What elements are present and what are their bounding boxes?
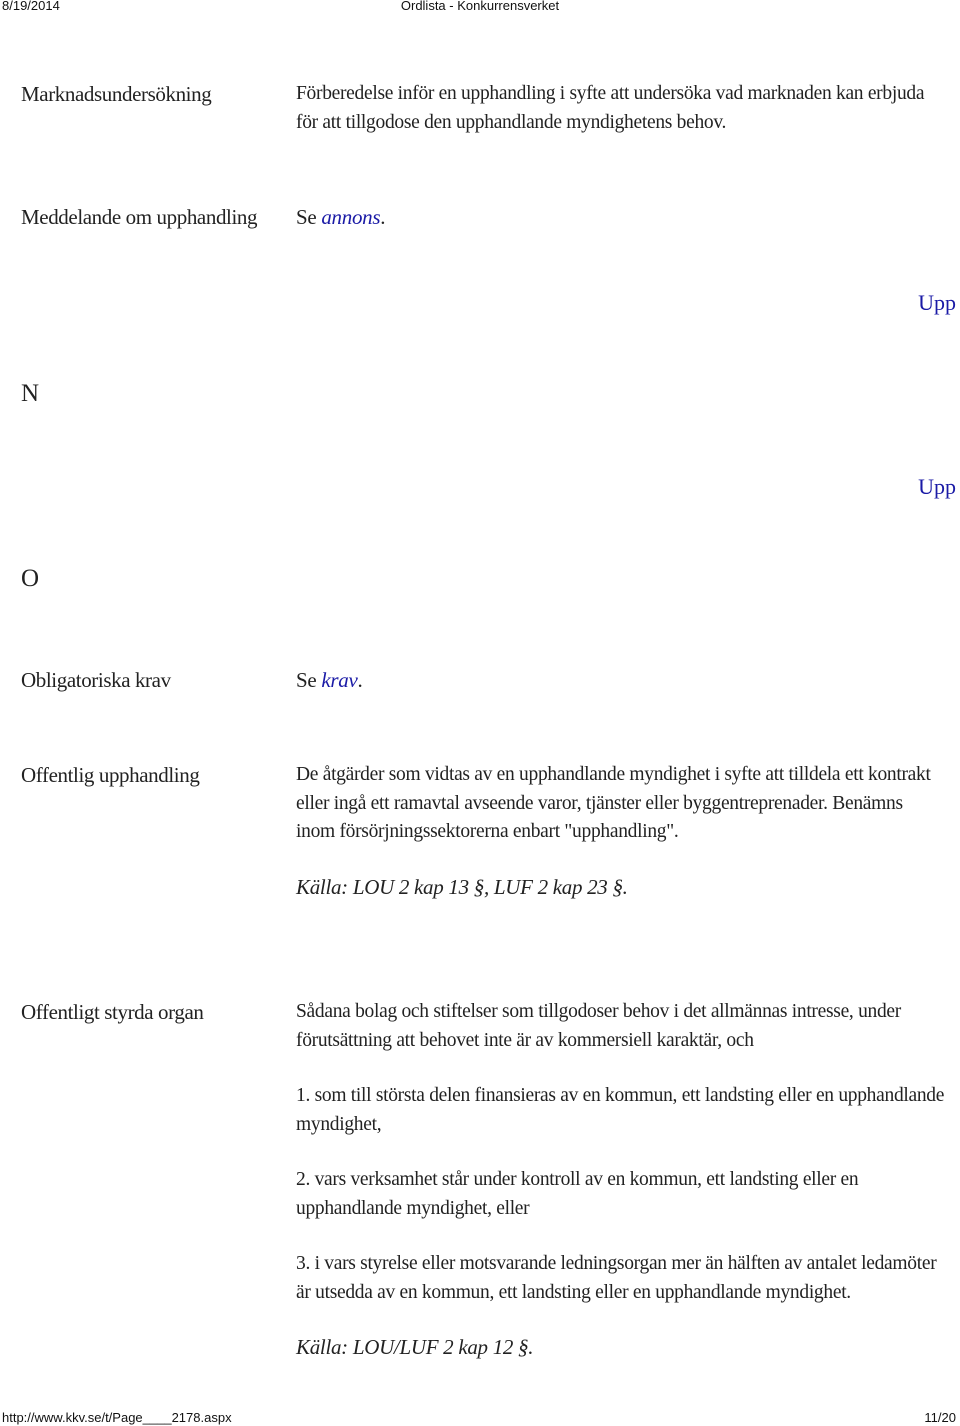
link-annons[interactable]: annons	[321, 205, 381, 229]
definition-offentligt-styrda-organ	[296, 998, 946, 1362]
list-item: 3. i vars styrelse eller motsvarande ledningsorgan mer än hälften av antalet ledamöter är utsedda av en kommun, ett landsting eller en upphandlande myndighet.	[296, 1253, 937, 1303]
definition-obligatoriska-krav	[296, 666, 946, 695]
term-offentlig-upphandling: Offentlig upphandling	[21, 763, 200, 787]
letter-heading-n: N	[21, 380, 40, 407]
print-date: 8/19/2014	[2, 0, 60, 13]
print-header	[0, 0, 960, 16]
list-item: 2. vars verksamhet står under kontroll av en kommun, ett landsting eller en upphandlande myndighet, eller	[296, 1169, 859, 1219]
page-number: 11/20	[924, 1410, 956, 1425]
definition-marknadsundersokning	[296, 80, 946, 137]
print-title: Ordlista - Konkurrensverket	[400, 0, 560, 13]
term-obligatoriska-krav: Obligatoriska krav	[21, 668, 171, 692]
upp-link[interactable]: Upp	[918, 474, 956, 499]
see-prefix: Se	[296, 668, 322, 692]
see-suffix: .	[380, 205, 386, 229]
link-krav[interactable]: krav	[321, 668, 358, 692]
source-citation: Källa: LOU/LUF 2 kap 12 §.	[296, 1335, 534, 1359]
see-suffix: .	[357, 668, 363, 692]
upp-link[interactable]: Upp	[918, 290, 956, 315]
list-item: 1. som till största delen finansieras av en kommun, ett landsting eller en upphandlande myndighet,	[296, 1085, 945, 1135]
term-offentligt-styrda-organ: Offentligt styrda organ	[21, 1000, 204, 1024]
print-url: http://www.kkv.se/t/Page____2178.aspx	[2, 1410, 232, 1425]
term-meddelande-om-upphandling: Meddelande om upphandling	[21, 205, 258, 229]
definition-text: De åtgärder som vidtas av en upphandlande myndighet i syfte att tilldela ett kontrakt eller ingå ett ramavtal avseende varor, tjänster eller byggentreprenader. Benämns inom försörjningssektorerna enbart "upphandling".	[296, 764, 931, 842]
definition-offentlig-upphandling	[296, 761, 946, 901]
term-marknadsundersokning: Marknadsundersökning	[21, 82, 212, 106]
definition-intro: Sådana bolag och stiftelser som tillgodoser behov i det allmännas intresse, under förutsättning att behovet inte är av kommersiell karaktär, och	[296, 1001, 901, 1051]
definition-meddelande-om-upphandling	[296, 203, 946, 232]
letter-heading-o: O	[21, 565, 40, 592]
print-footer	[0, 1410, 960, 1426]
source-citation: Källa: LOU 2 kap 13 §, LUF 2 kap 23 §.	[296, 874, 628, 899]
definition-text: Förberedelse inför en upphandling i syfte att undersöka vad marknaden kan erbjuda för att tillgodose den upphandlande myndighetens behov.	[296, 83, 925, 133]
see-prefix: Se	[296, 205, 322, 229]
